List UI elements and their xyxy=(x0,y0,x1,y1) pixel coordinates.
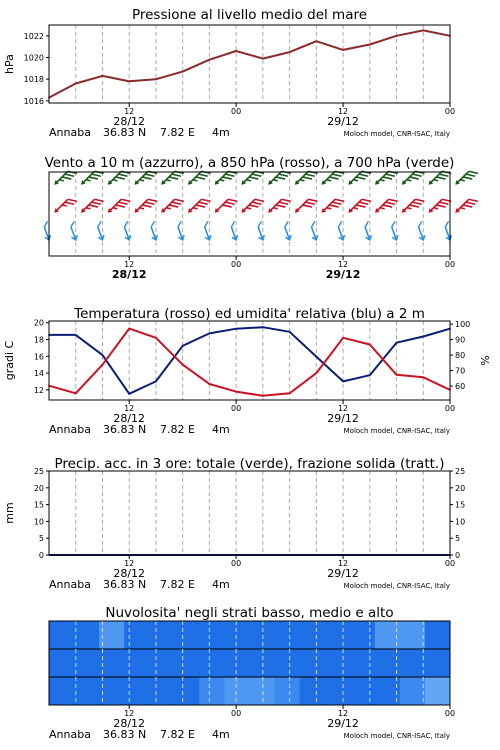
plot-frame xyxy=(49,321,450,400)
pressure-line-point xyxy=(182,71,184,73)
temperature-line-point xyxy=(75,392,77,394)
pressure-chart xyxy=(3,7,455,139)
wind-chart xyxy=(40,155,478,281)
temperature-line-point xyxy=(155,337,157,339)
y-axis-label: % xyxy=(479,355,492,366)
location-lat: 36.83 N xyxy=(103,728,147,741)
y-tick-label-right: 70 xyxy=(455,366,466,376)
model-credit: Moloch model, CNR-ISAC, Italy xyxy=(343,732,450,740)
chart-title: Precip. acc. in 3 ore: totale (verde), frazione solida (tratt.) xyxy=(54,456,445,472)
cloud-cell-basso xyxy=(49,677,75,705)
cloud-cell-alto xyxy=(350,621,376,649)
barb-flag xyxy=(417,221,423,226)
humidity-line-point xyxy=(235,328,237,330)
y-tick-label-right: 25 xyxy=(455,467,466,476)
model-credit: Moloch model, CNR-ISAC, Italy xyxy=(343,130,450,138)
wind-barb-10m xyxy=(147,221,161,241)
y-axis-label: hPa xyxy=(3,54,16,74)
x-tick-label: 00 xyxy=(231,107,242,116)
y-tick-label: 1018 xyxy=(23,75,44,85)
cloud-cell-basso xyxy=(250,677,276,705)
humidity-line-point xyxy=(182,345,184,347)
wind-barb-850hpa xyxy=(454,194,478,218)
y-axis-label: gradi C xyxy=(3,340,16,381)
wind-barb-850hpa xyxy=(106,194,130,218)
pressure-line-point xyxy=(102,75,104,77)
temperature-line-point xyxy=(262,395,264,397)
location-elev: 4m xyxy=(212,126,230,139)
y-tick-label-right: 80 xyxy=(455,351,466,361)
x-date-label: 28/12 xyxy=(113,115,146,128)
temperature-line-point xyxy=(396,374,398,376)
location-lat: 36.83 N xyxy=(103,126,147,139)
pressure-line-point xyxy=(128,80,130,82)
location-lon: 7.82 E xyxy=(160,126,195,139)
humidity-line-point xyxy=(315,356,317,358)
barb-flag xyxy=(96,221,102,226)
humidity-line-point xyxy=(102,354,104,356)
wind-barb-850hpa xyxy=(293,194,317,218)
cloud-cell-basso xyxy=(300,677,326,705)
barb-flag xyxy=(283,221,289,226)
pressure-line-point xyxy=(75,83,77,85)
humidity-line-point xyxy=(342,381,344,383)
x-date-label: 28/12 xyxy=(113,412,146,425)
wind-barb-850hpa xyxy=(133,194,157,218)
x-tick-label: 12 xyxy=(337,559,349,568)
cloud-cell-basso xyxy=(74,677,100,705)
barb-flag xyxy=(70,221,76,226)
x-tick-label: 00 xyxy=(231,559,242,568)
wind-barb-850hpa xyxy=(213,194,237,218)
location-lon: 7.82 E xyxy=(160,578,195,591)
y-tick-label-right: 100 xyxy=(455,320,471,330)
x-tick-label: 00 xyxy=(231,260,242,269)
cloud-cell-medio xyxy=(400,649,426,677)
barb-flag xyxy=(203,221,209,226)
cloud-cell-basso xyxy=(199,677,225,705)
cloud-cell-basso xyxy=(400,677,426,705)
barb-flag xyxy=(230,221,236,226)
wind-barb-10m xyxy=(307,221,321,241)
cloud-cell-alto xyxy=(325,621,351,649)
y-tick-label: 16 xyxy=(33,352,44,362)
x-date-label: 28/12 xyxy=(113,567,146,580)
cloud-cell-medio xyxy=(250,649,276,677)
wind-barb-700hpa xyxy=(454,166,478,190)
cloud-cell-alto xyxy=(174,621,200,649)
wind-barb-10m xyxy=(361,221,375,241)
location-lon: 7.82 E xyxy=(160,728,195,741)
y-tick-label: 0 xyxy=(38,551,44,560)
cloud-cell-basso xyxy=(425,677,451,705)
x-tick-label: 00 xyxy=(231,404,242,413)
cloud-cell-medio xyxy=(174,649,200,677)
temperature-humidity-chart xyxy=(3,306,492,436)
x-tick-label: 00 xyxy=(231,709,242,718)
cloud-cell-medio xyxy=(199,649,225,677)
pressure-line-point xyxy=(369,44,371,46)
cloud-cover-chart xyxy=(49,605,455,741)
cloud-cell-medio xyxy=(300,649,326,677)
location-elev: 4m xyxy=(212,578,230,591)
temperature-line-point xyxy=(342,337,344,339)
pressure-line-point xyxy=(396,35,398,37)
cloud-cell-alto xyxy=(275,621,301,649)
x-tick-label: 12 xyxy=(124,559,135,568)
temperature-line-point xyxy=(235,391,237,393)
y-tick-label: 10 xyxy=(33,517,44,527)
wind-barb-850hpa xyxy=(427,194,451,218)
chart-title: Nuvolosita' negli strati basso, medio e alto xyxy=(105,605,394,621)
cloud-cell-alto xyxy=(49,621,75,649)
barb-flag xyxy=(177,221,183,226)
x-tick-label: 12 xyxy=(124,107,135,116)
wind-barb-10m xyxy=(254,221,268,241)
wind-barb-850hpa xyxy=(320,194,344,218)
pressure-line-point xyxy=(289,51,291,53)
y-tick-label: 20 xyxy=(33,318,44,328)
wind-barb-10m xyxy=(40,221,54,241)
wind-barb-10m xyxy=(67,221,81,241)
wind-barb-850hpa xyxy=(159,194,183,218)
cloud-cell-medio xyxy=(224,649,250,677)
wind-barb-10m xyxy=(388,221,402,241)
humidity-line-point xyxy=(75,334,77,336)
temperature-line-point xyxy=(102,364,104,366)
plot-frame xyxy=(49,25,450,103)
x-date-label: 29/12 xyxy=(325,268,361,281)
y-tick-label: 12 xyxy=(33,385,44,395)
cloud-cell-alto xyxy=(425,621,451,649)
cloud-cell-medio xyxy=(425,649,451,677)
plot-frame xyxy=(49,172,450,256)
humidity-line xyxy=(49,327,450,394)
y-tick-label-right: 60 xyxy=(455,382,466,392)
humidity-line-point xyxy=(396,342,398,344)
barb-flag xyxy=(123,221,129,226)
humidity-line-point xyxy=(262,326,264,328)
plot-frame xyxy=(49,471,450,555)
wind-barb-850hpa xyxy=(266,194,290,218)
location-lat: 36.83 N xyxy=(103,578,147,591)
cloud-cell-medio xyxy=(74,649,100,677)
y-tick-label-right: 0 xyxy=(455,551,461,560)
temperature-line-point xyxy=(209,383,211,385)
barb-flag xyxy=(257,221,263,226)
wind-barb-10m xyxy=(334,221,348,241)
location-lat: 36.83 N xyxy=(103,423,147,436)
y-tick-label-right: 20 xyxy=(455,483,466,493)
cloud-cell-alto xyxy=(74,621,100,649)
humidity-line-point xyxy=(422,336,424,338)
barb-flag xyxy=(337,221,343,226)
y-tick-label-right: 10 xyxy=(455,517,466,527)
barb-flag xyxy=(310,221,316,226)
y-tick-label-right: 5 xyxy=(455,534,461,544)
cloud-cell-alto xyxy=(224,621,250,649)
y-tick-label-right: 15 xyxy=(455,500,466,510)
x-date-label: 29/12 xyxy=(327,115,359,128)
y-tick-label: 20 xyxy=(33,483,44,493)
wind-barb-850hpa xyxy=(79,194,103,218)
temperature-line-point xyxy=(182,364,184,366)
location-name: Annaba xyxy=(49,728,91,741)
barb-flag xyxy=(364,221,370,226)
cloud-cell-basso xyxy=(350,677,376,705)
x-tick-label: 00 xyxy=(444,260,456,269)
x-tick-label: 12 xyxy=(337,260,349,269)
humidity-line-point xyxy=(369,374,371,376)
cloud-cell-medio xyxy=(350,649,376,677)
cloud-cell-medio xyxy=(149,649,175,677)
chart-title: Vento a 10 m (azzurro), a 850 hPa (rosso), a 700 hPa (verde) xyxy=(44,155,455,171)
x-tick-label: 12 xyxy=(124,404,135,413)
x-tick-label: 00 xyxy=(444,404,456,413)
cloud-cell-medio xyxy=(275,649,301,677)
pressure-line xyxy=(49,30,450,97)
y-tick-label: 1016 xyxy=(23,96,44,106)
model-credit: Moloch model, CNR-ISAC, Italy xyxy=(343,427,450,435)
y-tick-label: 1020 xyxy=(23,53,44,63)
x-date-label: 28/12 xyxy=(111,268,147,281)
x-tick-label: 12 xyxy=(337,709,349,718)
location-lon: 7.82 E xyxy=(160,423,195,436)
barb-flag xyxy=(444,221,450,226)
wind-barb-10m xyxy=(120,221,134,241)
humidity-line-point xyxy=(128,393,130,395)
wind-barb-10m xyxy=(200,221,214,241)
cloud-cell-basso xyxy=(275,677,301,705)
wind-barb-850hpa xyxy=(186,194,210,218)
x-date-label: 28/12 xyxy=(113,717,146,730)
cloud-cell-alto xyxy=(250,621,276,649)
y-tick-label: 14 xyxy=(33,369,44,379)
cloud-cell-medio xyxy=(124,649,150,677)
x-tick-label: 12 xyxy=(124,260,135,269)
pressure-line-point xyxy=(315,40,317,42)
cloud-cell-alto xyxy=(124,621,150,649)
wind-barb-850hpa xyxy=(373,194,397,218)
x-tick-label: 12 xyxy=(337,404,349,413)
cloud-cell-alto xyxy=(300,621,326,649)
location-name: Annaba xyxy=(49,126,91,139)
x-tick-label: 00 xyxy=(444,559,456,568)
location-name: Annaba xyxy=(49,423,91,436)
temperature-line-point xyxy=(315,372,317,374)
temperature-line xyxy=(49,329,450,396)
cloud-cell-alto xyxy=(199,621,225,649)
location-elev: 4m xyxy=(212,728,230,741)
barb-flag xyxy=(150,221,156,226)
cloud-cell-basso xyxy=(124,677,150,705)
wind-barb-10m xyxy=(227,221,241,241)
precipitation-chart xyxy=(3,456,465,591)
wind-barb-850hpa xyxy=(240,194,264,218)
cloud-cell-basso xyxy=(224,677,250,705)
model-credit: Moloch model, CNR-ISAC, Italy xyxy=(343,582,450,590)
wind-barb-850hpa xyxy=(347,194,371,218)
pressure-line-point xyxy=(342,49,344,51)
wind-barb-10m xyxy=(281,221,295,241)
cloud-cell-basso xyxy=(325,677,351,705)
humidity-line-point xyxy=(155,381,157,383)
wind-barb-10m xyxy=(441,221,455,241)
wind-barb-10m xyxy=(174,221,188,241)
pressure-line-point xyxy=(155,78,157,80)
wind-barb-850hpa xyxy=(400,194,424,218)
chart-title: Temperatura (rosso) ed umidita' relativa (blu) a 2 m xyxy=(74,306,425,322)
location-name: Annaba xyxy=(49,578,91,591)
x-tick-label: 00 xyxy=(444,709,456,718)
temperature-line-point xyxy=(369,344,371,346)
x-tick-label: 00 xyxy=(444,107,456,116)
cloud-cell-basso xyxy=(149,677,175,705)
cloud-cell-alto xyxy=(400,621,426,649)
chart-title: Pressione al livello medio del mare xyxy=(131,7,368,23)
y-tick-label: 25 xyxy=(33,467,44,476)
x-tick-label: 12 xyxy=(124,709,135,718)
pressure-line-point xyxy=(422,30,424,32)
x-date-label: 29/12 xyxy=(327,412,359,425)
humidity-line-point xyxy=(289,331,291,333)
pressure-line-point xyxy=(262,58,264,60)
wind-barb-10m xyxy=(94,221,108,241)
y-tick-label: 5 xyxy=(38,534,44,544)
cloud-cell-medio xyxy=(49,649,75,677)
wind-barb-10m xyxy=(414,221,428,241)
pressure-line-point xyxy=(235,50,237,52)
pressure-line-point xyxy=(209,59,211,61)
y-tick-label: 18 xyxy=(33,335,44,345)
barb-flag xyxy=(390,221,396,226)
cloud-cell-medio xyxy=(325,649,351,677)
cloud-cell-alto xyxy=(149,621,175,649)
x-date-label: 29/12 xyxy=(327,717,359,730)
temperature-line-point xyxy=(289,392,291,394)
y-tick-label-right: 90 xyxy=(455,335,466,345)
barb-flag xyxy=(43,221,49,226)
x-tick-label: 12 xyxy=(337,107,349,116)
y-tick-label: 15 xyxy=(33,500,44,510)
humidity-line-point xyxy=(209,332,211,334)
y-axis-label: mm xyxy=(3,502,16,524)
temperature-line-point xyxy=(128,328,130,330)
location-elev: 4m xyxy=(212,423,230,436)
cloud-cell-basso xyxy=(174,677,200,705)
y-tick-label: 1022 xyxy=(23,31,44,41)
wind-barb-850hpa xyxy=(53,194,77,218)
x-date-label: 29/12 xyxy=(327,567,359,580)
temperature-line-point xyxy=(422,376,424,378)
